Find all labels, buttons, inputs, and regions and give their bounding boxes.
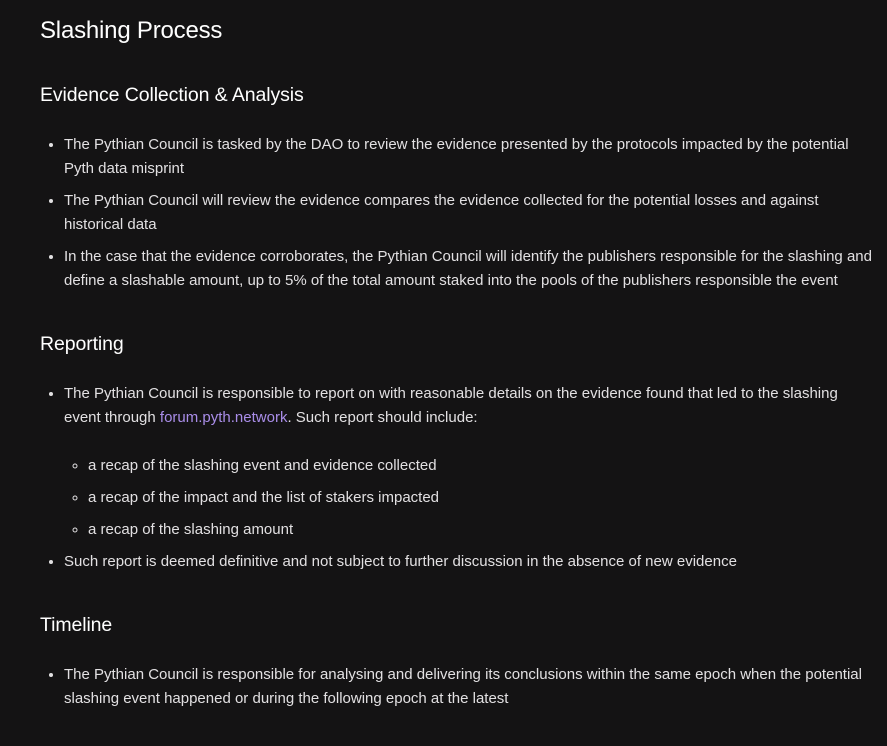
- list-item: • In the case that the evidence corroborates, the Pythian Council will identify the publishers responsible for the slashing and define a slashable amount, up to 5% of the total amount staked into the pools of the publishers responsible the event: [64, 245, 887, 293]
- list-item: [64, 382, 887, 542]
- sublist-item: ◦ a recap of the impact and the list of stakers impacted: [88, 486, 873, 510]
- list-item: • The Pythian Council is responsible for analysing and delivering its conclusions within the same epoch when the potential slashing event happened or during the following epoch at the latest: [64, 663, 887, 711]
- list-item: • The Pythian Council is tasked by the DAO to review the evidence presented by the protocols impacted by the potential Pyth data misprint: [64, 133, 887, 181]
- sublist-item: ◦ a recap of the slashing amount: [88, 518, 873, 542]
- forum-link[interactable]: forum.pyth.network: [159, 409, 288, 426]
- reporting-list: [40, 382, 887, 574]
- page-title: Slashing Process: [40, 17, 223, 44]
- report-text-suffix: . Such report should include:: [287, 409, 478, 426]
- list-item: • The Pythian Council will review the evidence compares the evidence collected for the potential losses and against historical data: [64, 189, 887, 237]
- section-heading-timeline: Timeline: [40, 614, 113, 636]
- timeline-list: [40, 663, 887, 711]
- report-contents-sublist: [64, 454, 873, 542]
- sublist-item: ◦ a recap of the slashing event and evidence collected: [88, 454, 873, 478]
- evidence-list: [40, 133, 887, 293]
- report-text-prefix: The Pythian Council is responsible to report on with reasonable details on the evidence found that led to the slashing event through: [64, 385, 838, 426]
- section-heading-reporting: Reporting: [40, 333, 124, 355]
- list-item: • Such report is deemed definitive and not subject to further discussion in the absence of new evidence: [64, 550, 887, 574]
- section-heading-evidence: Evidence Collection & Analysis: [40, 84, 304, 106]
